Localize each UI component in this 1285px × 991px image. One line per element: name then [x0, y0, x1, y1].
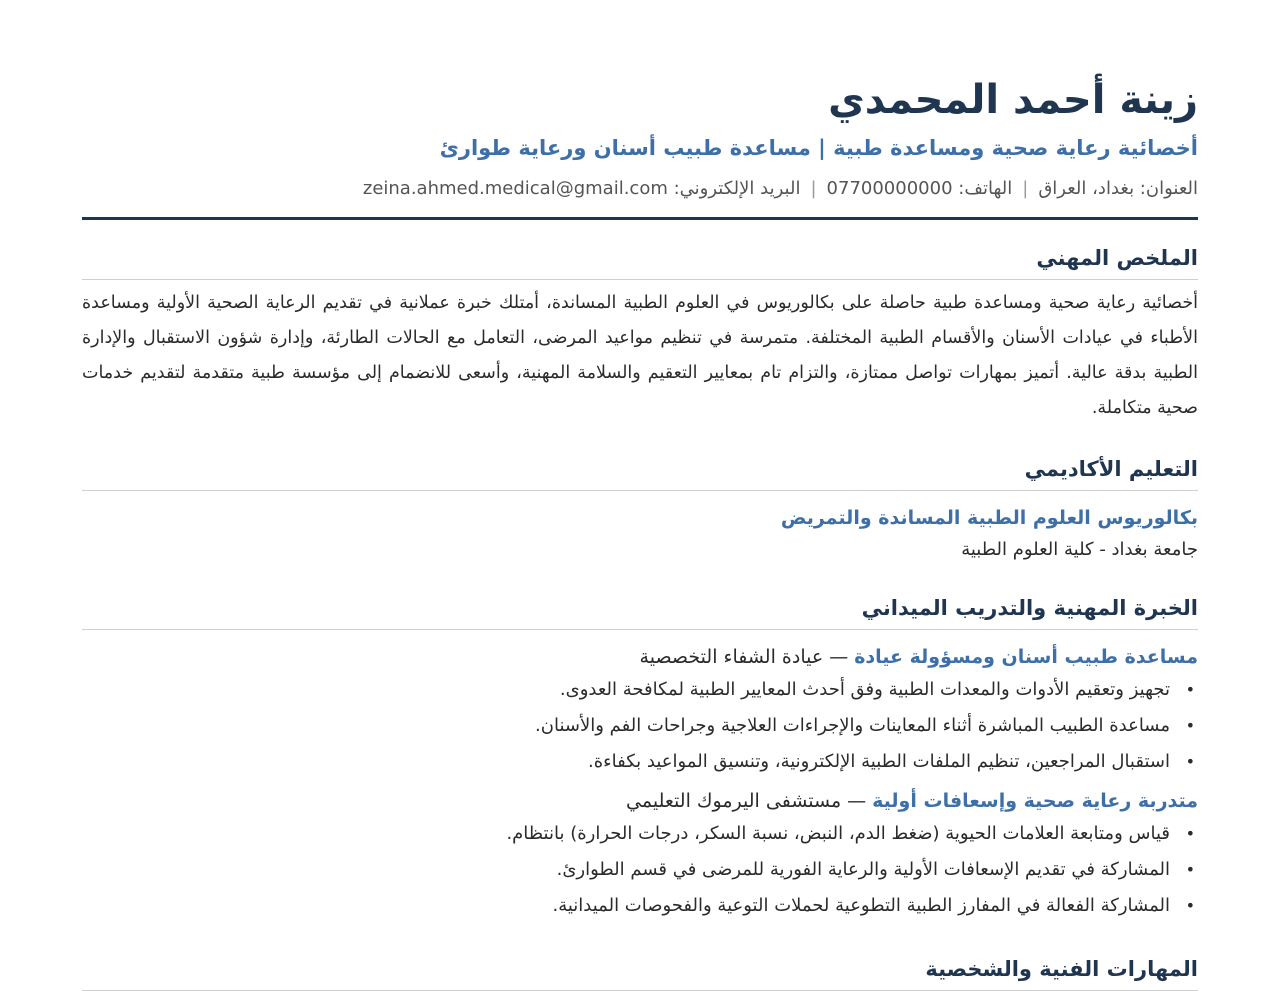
header-divider [82, 217, 1198, 220]
list-item [82, 852, 1195, 888]
job-heading [82, 642, 1198, 672]
section-title-skills: المهارات الفنية والشخصية [82, 954, 1198, 991]
bullet-icon: • [1185, 824, 1195, 843]
contact-email: zeina.ahmed.medical@gmail.com [362, 178, 668, 199]
candidate-name: زينة أحمد المحمدي [828, 77, 1198, 123]
job-organization: عيادة الشفاء التخصصية [639, 646, 824, 668]
job-heading [82, 786, 1198, 816]
list-item [82, 744, 1195, 780]
professional-subtitle: أخصائية رعاية صحية ومساعدة طبية | مساعدة طبيب أسنان ورعاية طوارئ [439, 136, 1198, 160]
list-item [82, 816, 1195, 852]
section-title-experience: الخبرة المهنية والتدريب الميداني [82, 593, 1198, 630]
contact-email-label: البريد الإلكتروني: [673, 178, 801, 199]
contact-separator: | [810, 178, 817, 199]
list-item-text: تجهيز وتعقيم الأدوات والمعدات الطبية وفق أحدث المعايير الطبية لمكافحة العدوى. [559, 679, 1170, 700]
contact-separator: | [1022, 178, 1029, 199]
summary-text: أخصائية رعاية صحية ومساعدة طبية حاصلة على بكالوريوس في العلوم الطبية المساندة، أمتلك خبرة عملانية في تقديم الرعاية الصحية الأولية ومساعدة الأطباء في عيادات الأسنان والأقسام الطبية المختلفة. متمرسة في تنظيم مواعيد المرضى، التعامل مع الحالات الطارئة، وإدارة شؤون الاستقبال والإدارة الطبية بدقة عالية. أتميز بمهارات تواصل ممتازة، والتزام تام بمعايير التعقيم والسلامة المهنية، وأسعى للانضمام إلى مؤسسة طبية متقدمة لتقديم خدمات صحية متكاملة. [82, 293, 1198, 418]
job-duties-list [82, 672, 1198, 780]
contact-phone: 07700000000 [826, 178, 953, 199]
list-item [82, 888, 1195, 924]
contact-address: العنوان: بغداد، العراق [1038, 178, 1198, 199]
section-title-education: التعليم الأكاديمي [82, 454, 1198, 491]
list-item-text: استقبال المراجعين، تنظيم الملفات الطبية الإلكترونية، وتنسيق المواعيد بكفاءة. [588, 751, 1170, 772]
list-item [82, 708, 1195, 744]
list-item-text: مساعدة الطبيب المباشرة أثناء المعاينات والإجراءات العلاجية وجراحات الفم والأسنان. [535, 715, 1170, 736]
job-title: مساعدة طبيب أسنان ومسؤولة عيادة [854, 646, 1198, 668]
job-title: متدربة رعاية صحية وإسعافات أولية [872, 790, 1198, 812]
education-school: جامعة بغداد - كلية العلوم الطبية [961, 539, 1198, 560]
education-degree: بكالوريوس العلوم الطبية المساندة والتمريض [780, 507, 1198, 529]
resume-page [82, 70, 1198, 991]
list-item-text: المشاركة في تقديم الإسعافات الأولية والرعاية الفورية للمرضى في قسم الطوارئ. [556, 859, 1170, 880]
job-organization: مستشفى اليرموك التعليمي [626, 790, 842, 812]
bullet-icon: • [1185, 896, 1195, 915]
job-dash: — [847, 790, 867, 812]
job-duties-list [82, 816, 1198, 924]
bullet-icon: • [1185, 716, 1195, 735]
contact-phone-label: الهاتف: [958, 178, 1013, 199]
section-title-summary: الملخص المهني [82, 243, 1198, 280]
list-item [82, 672, 1195, 708]
list-item-text: قياس ومتابعة العلامات الحيوية (ضغط الدم، النبض، نسبة السكر، درجات الحرارة) بانتظام. [506, 823, 1170, 844]
bullet-icon: • [1185, 680, 1195, 699]
bullet-icon: • [1185, 860, 1195, 879]
bullet-icon: • [1185, 752, 1195, 771]
list-item-text: المشاركة الفعالة في المفارز الطبية التطوعية لحملات التوعية والفحوصات الميدانية. [552, 895, 1170, 916]
contact-line [82, 176, 1198, 202]
job-dash: — [829, 646, 849, 668]
